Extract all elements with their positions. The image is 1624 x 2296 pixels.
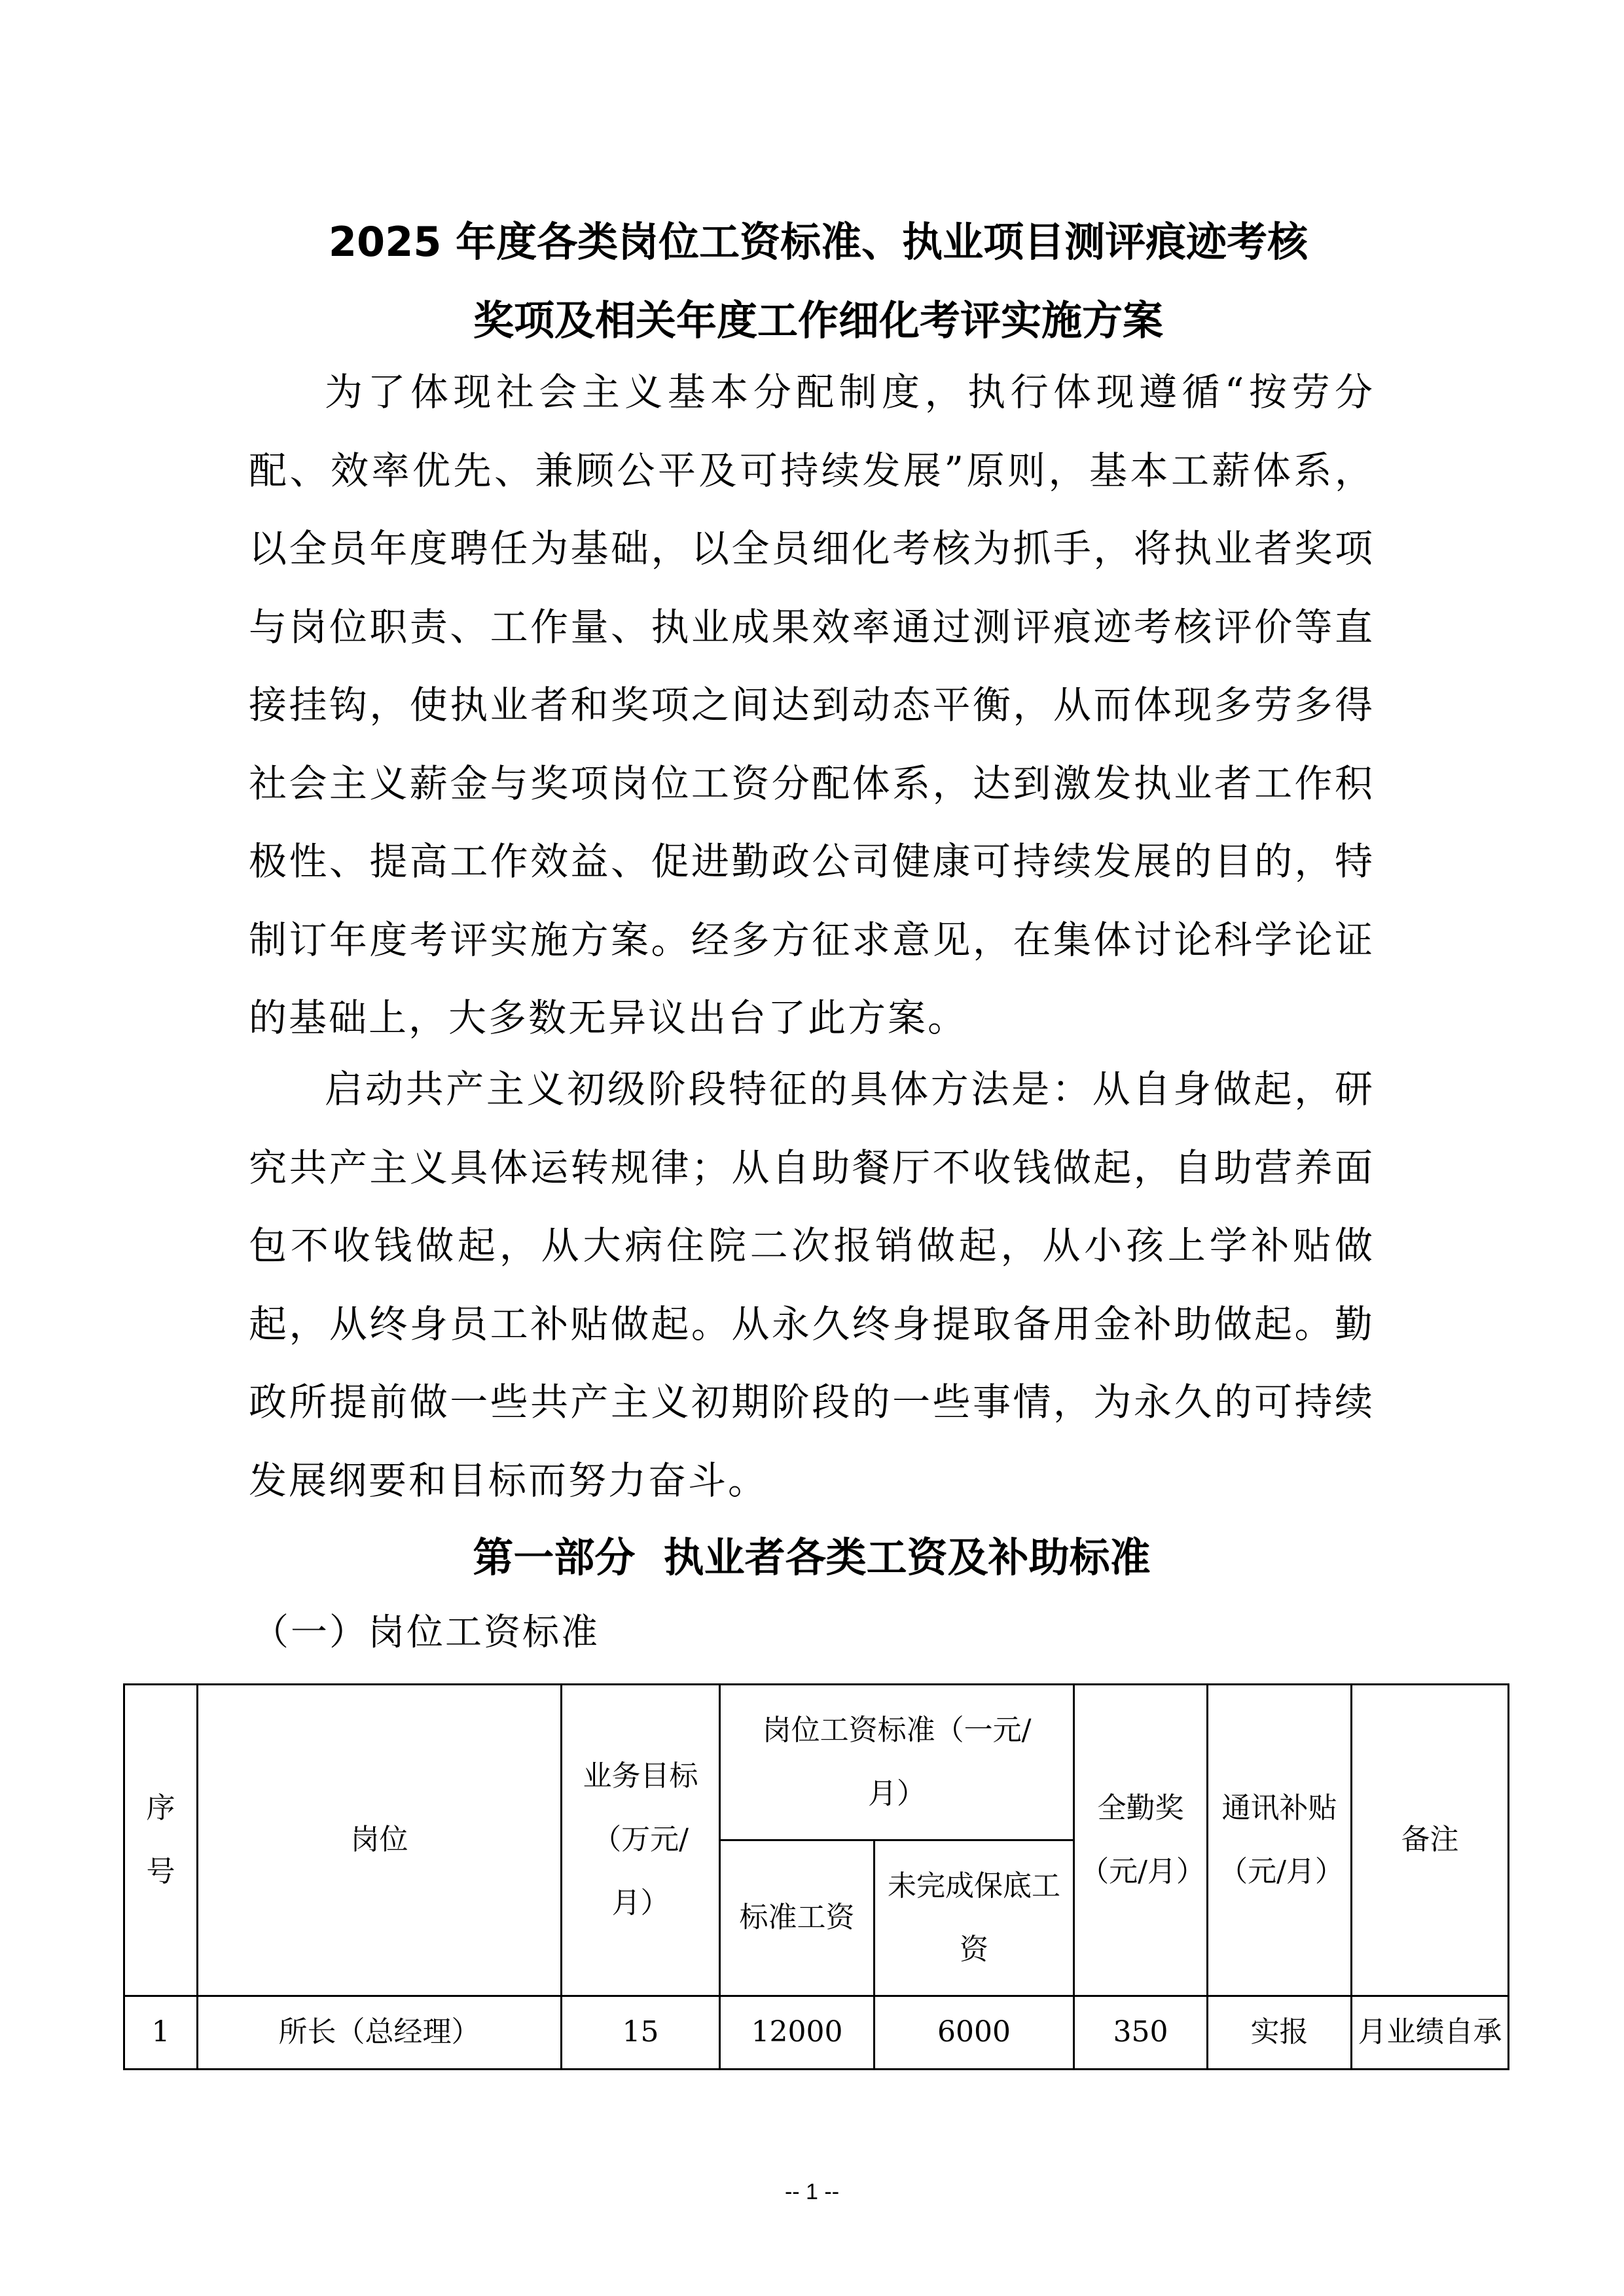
method-paragraph: 启动共产主义初级阶段特征的具体方法是：从自身做起，研究共产主义具体运转规律；从自助餐厅不收钱做起，自助营养面包不收钱做起，从大病住院二次报销做起，从小孩上学补贴做起，从终身员工补贴做起。从永久终身提取备用金补助做起。勤政所提前做一些共产主义初期阶段的一些事情，为永久的可持续发展纲要和目标而努力奋斗。 bbox=[249, 1067, 1375, 1503]
cell-position: 所长（总经理） bbox=[198, 1996, 562, 2070]
document-title-line-1: 2025 年度各类岗位工资标准、执业项目测评痕迹考核 bbox=[328, 218, 1308, 266]
header-position: 岗位 bbox=[198, 1685, 562, 1996]
header-remarks: 备注 bbox=[1352, 1685, 1509, 1996]
header-attendance: 全勤奖（元/月） bbox=[1074, 1685, 1208, 1996]
header-comm-subsidy: 通讯补贴（元/月） bbox=[1208, 1685, 1352, 1996]
cell-minimum-salary: 6000 bbox=[875, 1996, 1074, 2070]
header-salary-group: 岗位工资标准（一元/月） bbox=[720, 1685, 1074, 1840]
salary-standard-table bbox=[123, 1683, 1509, 2070]
cell-comm-subsidy: 实报 bbox=[1208, 1996, 1352, 2070]
cell-target: 15 bbox=[562, 1996, 720, 2070]
page-number: -- 1 -- bbox=[784, 2179, 840, 2204]
header-target: 业务目标（万元/月） bbox=[562, 1685, 720, 1996]
cell-seq: 1 bbox=[124, 1996, 198, 2070]
header-minimum-salary: 未完成保底工资 bbox=[875, 1840, 1074, 1996]
intro-paragraph: 为了体现社会主义基本分配制度，执行体现遵循“按劳分配、效率优先、兼顾公平及可持续发展”原则，基本工薪体系，以全员年度聘任为基础，以全员细化考核为抓手，将执业者奖项与岗位职责、工作量、执业成果效率通过测评痕迹考核评价等直接挂钩，使执业者和奖项之间达到动态平衡，从而体现多劳多得社会主义薪金与奖项岗位工资分配体系，达到激发执业者工作积极性、提高工作效益、促进勤政公司健康可持续发展的目的，特制订年度考评实施方案。经多方征求意见，在集体讨论科学论证的基础上，大多数无异议出台了此方案。 bbox=[249, 370, 1375, 1040]
table-row bbox=[124, 1996, 1509, 2070]
header-standard-salary: 标准工资 bbox=[720, 1840, 875, 1996]
cell-attendance: 350 bbox=[1074, 1996, 1208, 2070]
document-title-line-2: 奖项及相关年度工作细化考评实施方案 bbox=[473, 296, 1163, 344]
section-title: 第一部分 执业者各类工资及补助标准 bbox=[473, 1534, 1151, 1581]
table-header-row bbox=[124, 1685, 1509, 1840]
header-seq: 序号 bbox=[124, 1685, 198, 1996]
subsection-title: （一）岗位工资标准 bbox=[252, 1611, 600, 1654]
cell-remarks: 月业绩自承 bbox=[1352, 1996, 1509, 2070]
cell-standard-salary: 12000 bbox=[720, 1996, 875, 2070]
